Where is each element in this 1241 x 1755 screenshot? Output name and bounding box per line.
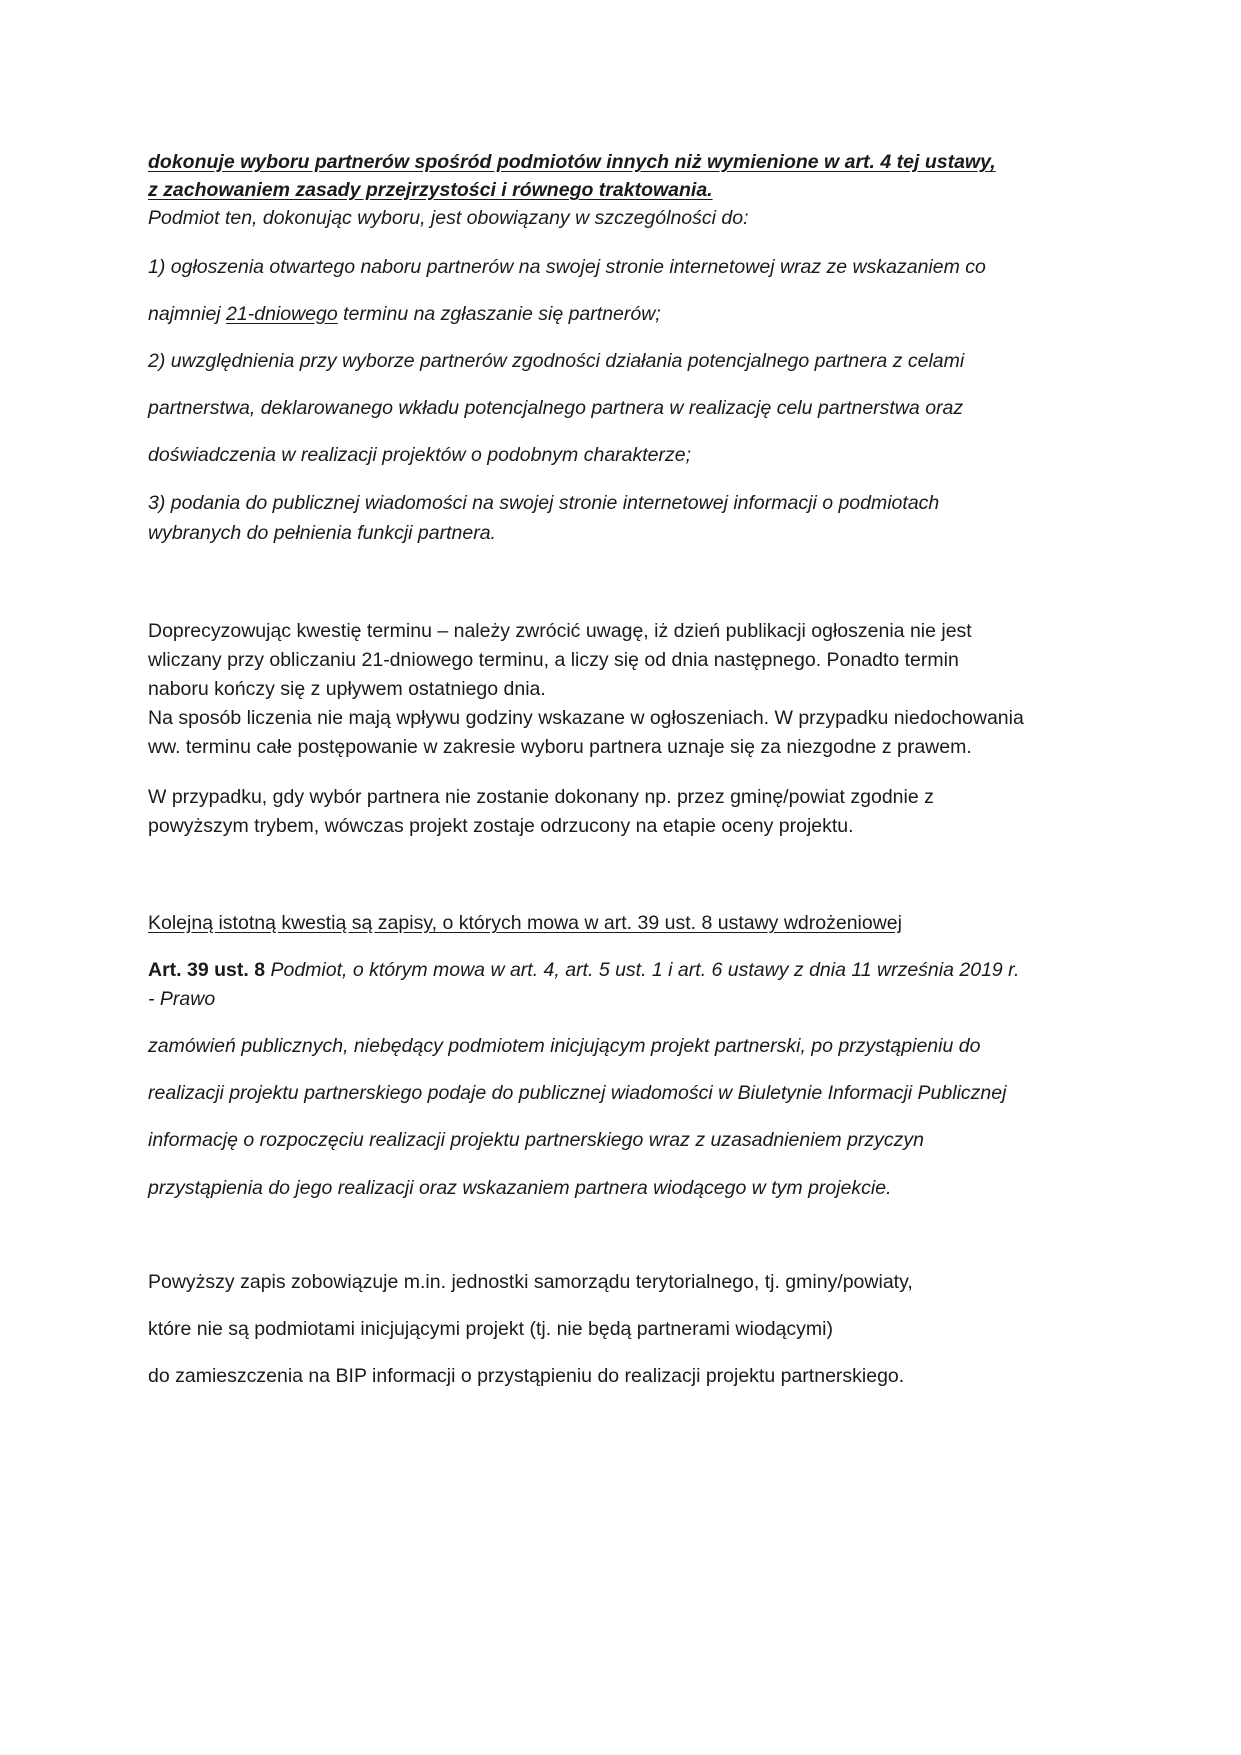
item-2-line-3: doświadczenia w realizacji projektów o podobnym charakterze; (148, 444, 692, 466)
para-1-line-3: naboru kończy się z upływem ostatniego dnia. (148, 678, 546, 700)
item-2-line-1: 2) uwzględnienia przy wyborze partnerów zgodności działania potencjalnego partnera z celami (148, 350, 965, 372)
intro-text: Podmiot ten, dokonując wyboru, jest obowiązany w szczególności do: (148, 207, 749, 229)
item-1-line-2-pre: najmniej (148, 303, 227, 325)
item-1-line-2 (148, 300, 661, 328)
art-line-3: zamówień publicznych, niebędący podmiotem inicjującym projekt partnerski, po przystąpieniu do (148, 1035, 981, 1057)
item-1-line-1: 1) ogłoszenia otwartego naboru partnerów na swojej stronie internetowej wraz ze wskazaniem co (148, 256, 986, 278)
section-heading: Kolejną istotną kwestią są zapisy, o których mowa w art. 39 ust. 8 ustawy wdrożeniowej (148, 912, 902, 934)
intro-bold-line-2: z zachowaniem zasady przejrzystości i równego traktowania. (148, 179, 713, 201)
item-3-line-2: wybranych do pełnienia funkcji partnera. (148, 522, 496, 544)
para-2-line-2: ww. terminu całe postępowanie w zakresie wyboru partnera uznaje się za niezgodne z prawem. (148, 736, 972, 758)
final-line-3: do zamieszczenia na BIP informacji o przystąpieniu do realizacji projektu partnerskiego. (148, 1365, 905, 1387)
para-3-line-2: powyższym trybem, wówczas projekt zostaje odrzucony na etapie oceny projektu. (148, 815, 854, 837)
art-line-1-text: Podmiot, o którym mowa w art. 4, art. 5 ust. 1 i art. 6 ustawy z dnia 11 września 2019 r. (265, 959, 1020, 981)
art-line-4: realizacji projektu partnerskiego podaje do publicznej wiadomości w Biuletynie Informacji Publicznej (148, 1082, 1007, 1104)
para-3-line-1: W przypadku, gdy wybór partnera nie zostanie dokonany np. przez gminę/powiat zgodnie z (148, 786, 934, 808)
art-line-6: przystąpienia do jego realizacji oraz wskazaniem partnera wiodącego w tym projekcie. (148, 1177, 892, 1199)
final-line-1: Powyższy zapis zobowiązuje m.in. jednostki samorządu terytorialnego, tj. gminy/powiaty, (148, 1271, 913, 1293)
art-line-2: - Prawo (148, 988, 216, 1010)
item-1-underlined-term: 21-dniowego (226, 303, 338, 325)
art-line-1 (148, 956, 1019, 984)
para-2-line-1: Na sposób liczenia nie mają wpływu godziny wskazane w ogłoszeniach. W przypadku niedochowania (148, 707, 1024, 729)
para-1-line-1: Doprecyzowując kwestię terminu – należy zwrócić uwagę, iż dzień publikacji ogłoszenia nie jest (148, 620, 972, 642)
intro-bold-line-1: dokonuje wyboru partnerów spośród podmiotów innych niż wymienione w art. 4 tej ustawy, (148, 151, 996, 173)
item-3-line-1: 3) podania do publicznej wiadomości na swojej stronie internetowej informacji o podmiotach (148, 492, 940, 514)
art-line-5: informację o rozpoczęciu realizacji projektu partnerskiego wraz z uzasadnieniem przyczyn (148, 1129, 925, 1151)
item-2-line-2: partnerstwa, deklarowanego wkładu potencjalnego partnera w realizację celu partnerstwa oraz (148, 397, 964, 419)
art-label: Art. 39 ust. 8 (148, 959, 266, 981)
para-1-line-2: wliczany przy obliczaniu 21-dniowego terminu, a liczy się od dnia następnego. Ponadto termin (148, 649, 959, 671)
item-1-line-2-post: terminu na zgłaszanie się partnerów; (337, 303, 661, 325)
final-line-2: które nie są podmiotami inicjującymi projekt (tj. nie będą partnerami wiodącymi) (148, 1318, 833, 1340)
